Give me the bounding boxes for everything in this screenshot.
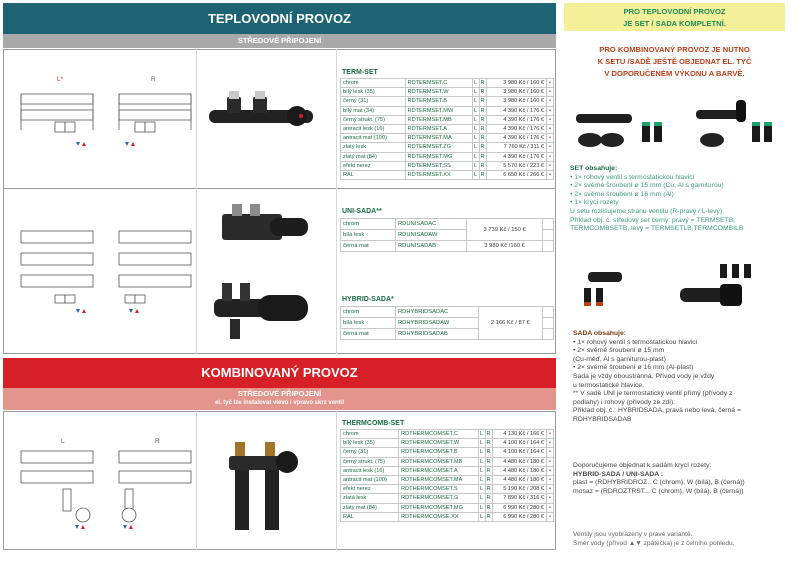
divider [3, 188, 556, 189]
hybrid-sada-product-image [210, 275, 320, 345]
table-row: RAL RDTHERMCOMSE.XX L R 6 990 Kč / 280 € • [341, 512, 554, 521]
column-divider [336, 49, 337, 354]
table-row: bílá lesk RDHYBRIDSADAW [341, 318, 554, 329]
table-row: antracit mat (100) RDTERMSET.MA L R 4 390 Kč / 176 € • [341, 134, 554, 143]
label-right: R [151, 76, 156, 83]
label-left: L [61, 438, 65, 445]
set-components-image [566, 96, 784, 158]
table-row: chrom RDTHERMCOMSET.C L R 4 130 Kč / 166 € • [341, 430, 554, 439]
kombi-order-note: PRO KOMBINOVANÝ PROVOZ JE NUTNO K SETU /SADĚ JEŠTĚ OBJEDNAT EL. TYČ V DOPORUČENÉM VÝKONU A BARVĚ. [597, 45, 752, 78]
radiator-right [119, 94, 191, 132]
term-set-title: TERM-SET [342, 69, 378, 76]
thermcomb-set-table [340, 429, 554, 522]
table-row: zlatý lesk RDTERMSET.ZG L R 7 760 Kč / 311 € • [341, 143, 554, 152]
hybrid-sada-table [340, 306, 554, 340]
flow-arrow-up [131, 142, 135, 146]
radiator-diagram-thermcomb [15, 445, 195, 530]
kombinovany-note: el. tyč lze instalovat vlevo i vpravo skrz ventil [214, 400, 345, 406]
radiator-left [21, 94, 93, 132]
table-row: černá mat RDUNISADAB 3 980 Kč /160 € [341, 241, 554, 252]
term-set-table [340, 78, 554, 180]
footer-note: Ventily jsou vyobrazeny v pravé variantě. Směr vody (přívod ▲▼ zpátečka) je z čelního pohledu. [573, 531, 735, 547]
sada-components-image [570, 258, 780, 320]
uni-sada-table [340, 218, 554, 252]
term-set-product-image [205, 85, 325, 145]
table-row: RAL RDTERMSET.XX L R 6 650 Kč / 266 € • [341, 170, 554, 179]
label-left-star: L* [57, 76, 64, 83]
table-row: efekt nerez RDTHERMCOMSET.S L R 5 190 Kč / 208 € • [341, 485, 554, 494]
radiator-diagram-term-set [15, 72, 195, 152]
thermcomb-set-title: THERMCOMB-SET [342, 420, 405, 427]
table-row: černý strukt. (75) RDTHERMCOMSET.MB L R 4 480 Kč / 180 € • [341, 457, 554, 466]
table-row: efekt nerez RDTERMSET.SS L R 5 570 Kč / 223 € • [341, 161, 554, 170]
flow-arrow-up [82, 142, 86, 146]
kombinovany-title: KOMBINOVANÝ PROVOZ [3, 358, 556, 388]
table-row: zlatá lesk RDTHERMCOMSET.G L R 7 890 Kč / 316 € • [341, 494, 554, 503]
table-row: černý (31) RDTERMSET.B L R 3 980 Kč / 160 € • [341, 97, 554, 106]
table-row: zlatý mat (84) RDTERMSET.MG L R 4 390 Kč / 176 € • [341, 152, 554, 161]
column-divider [196, 49, 197, 354]
table-row: černý strukt. (75) RDTERMSET.MB L R 4 390 Kč / 176 € • [341, 115, 554, 124]
radiator-diagram-uni-hybrid [15, 225, 195, 330]
table-row: bílý lesk (35) RDTERMSET.W L R 3 980 Kč / 160 € • [341, 88, 554, 97]
hybrid-sada-title: HYBRID-SADA* [342, 296, 394, 303]
sada-contents: SADA obsahuje: • 1× rohový ventil s termostatickou hlavicí • 2× svěrné šroubení ø 15 mm (Cu-měď, Al s garniturou-plast) • 2× svěrné šroubení ø 16 mm (Al-plast) Sada je vždy oboustranná. Přívod vody je vždy u termostatické hlavice. ** V sadě UNI je termostatický ventil přímý (přívody z podlahy) i rohový (přívody ze zdi). Příklad obj. č.: HYBRIDSADA, pravá nebo levá, černá = RDHYBRIDSADAB [573, 330, 741, 423]
table-row: antracit mat (100) RDTHERMCOMSET.MA L R 4 480 Kč / 180 € • [341, 475, 554, 484]
table-row: antracit lesk (16) RDTHERMCOMSET.A L R 4 480 Kč / 180 € • [341, 466, 554, 475]
table-row: chrom RDTERMSET.C L R 3 980 Kč / 160 € • [341, 79, 554, 88]
teplovodni-subtitle: STŘEDOVÉ PŘIPOJENÍ [3, 34, 556, 48]
flow-arrow-down [125, 142, 129, 146]
teplovodni-title: TEPLOVODNÍ PROVOZ [3, 3, 556, 34]
teplovodni-complete-box: PRO TEPLOVODNÍ PROVOZ JE SET / SADA KOMPLETNÍ. [564, 3, 785, 31]
table-row: chrom RDHYBRIDSADAC 2 166 Kč / 87 € [341, 307, 554, 318]
column-divider [196, 411, 197, 550]
uni-sada-title: UNI-SADA** [342, 208, 382, 215]
label-right: R [155, 438, 160, 445]
table-row: černá mat RDHYBRIDSADAB [341, 329, 554, 340]
table-row: bílá lesk RDUNISADAW [341, 230, 554, 241]
column-divider [336, 411, 337, 550]
flow-arrow-down [76, 142, 80, 146]
set-contents: SET obsahuje: • 1× rohový ventil s termostatickou hlavicí • 2× svěrné šroubení ø 15 mm (Cu, Al s garniturou) • 2× svěrné šroubení ø 16 mm (Al) • 1× krycí rozety U setu rozlišujeme stranu ventilu (R-pravý / L-levý). Příklad obj. č. středový set černý: pravý = TERMSETB, TERMCOMBSETB, levý = TERMSETLB,TERMCOMBILB [570, 165, 744, 233]
recommend-note: Doporučujeme objednat k sadám krycí rozety: HYBRID-SADA / UNI-SADA : plast = (RDHYBRIDROZ...C (chrom), W (bílá), B (černá)) mosaz = (RDROZTRST... C (chrom), W (bílá), B (černá)) [573, 462, 745, 495]
kombinovany-subtitle-text: STŘEDOVÉ PŘIPOJENÍ [237, 389, 322, 398]
thermcomb-product-image [205, 430, 325, 540]
table-row: chrom RDUNISADAC 3 739 Kč / 150 € [341, 219, 554, 230]
table-row: antracit lesk (16) RDTERMSET.A L R 4 390 Kč / 176 € • [341, 124, 554, 133]
uni-sada-product-image [210, 200, 320, 255]
table-row: zlatý mat (84) RDTHERMCOMSET.MG L R 6 990 Kč / 280 € • [341, 503, 554, 512]
kombinovany-subtitle [3, 388, 556, 410]
table-row: bílý mat (34) RDTERMSET.MW L R 4 390 Kč / 176 € • [341, 106, 554, 115]
table-row: bílý lesk (35) RDTHERMCOMSET.W L R 4 100 Kč / 164 € • [341, 439, 554, 448]
table-row: černý (31) RDTHERMCOMSET.B L R 4 100 Kč / 164 € • [341, 448, 554, 457]
